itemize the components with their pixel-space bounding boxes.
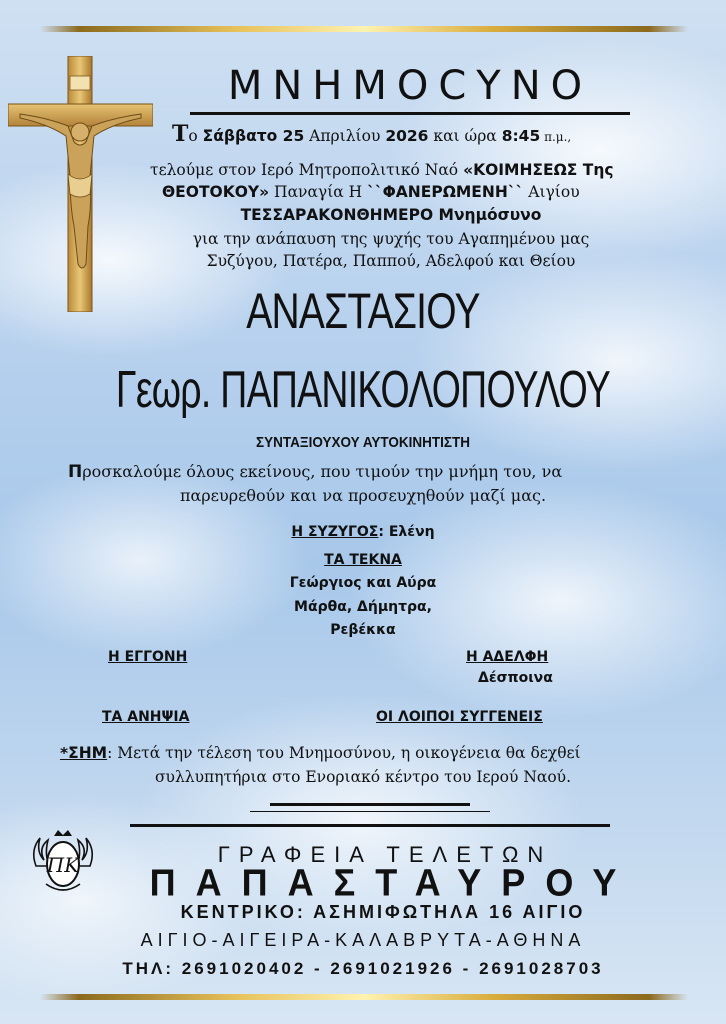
top-gold-divider <box>40 26 688 32</box>
intro-line-2: τελούμε στον Ιερό Μητροπολιτικό Ναό «ΚΟΙΜΗΣΕΩΣ Της <box>150 161 614 179</box>
church-epithet: ``ΦΑΝΕΡΩΜΕΝΗ`` <box>367 183 524 201</box>
intro-line-6: Συζύγου, Πατέρα, Παππού, Αδελφού και Θείου <box>206 252 576 270</box>
deceased-profession: ΣΥΝΤΑΞΙΟΥΧΟΥ ΑΥΤΟΚΙΝΗΤΙΣΤΗ <box>256 434 470 451</box>
sister-name: Δέσποινα <box>478 670 553 686</box>
spouse-label: Η ΣΥΖΥΓΟΣ <box>291 524 379 540</box>
logo-letters: ΠΚ <box>46 853 80 877</box>
note-prefix: *ΣΗΜ <box>60 744 108 762</box>
intro-year: 2026 <box>385 127 429 145</box>
page-title: ΜΝΗΜΟCΥΝΟ <box>190 62 630 115</box>
children-line-2: Μάρθα, Δήμητρα, <box>294 599 432 615</box>
intro-time: 8:45 <box>501 127 541 145</box>
footer-address: ΚΕΝΤΡΙΚΟ: ΑΣΗΜΙΦΩΤΗΛΑ 16 ΑΙΓΙΟ <box>180 902 586 922</box>
intro-dropcap: Τ <box>172 121 189 147</box>
bottom-gold-divider <box>40 994 688 1000</box>
footer-company-name: ΠΑΠΑΣΤΑΥΡΟΥ <box>149 860 637 904</box>
note-line-1: *ΣΗΜ: Μετά την τέλεση του Μνημοσύνου, η οικογένεια θα δεχθεί <box>60 744 581 762</box>
invitation-line-1: Προσκαλούμε όλους εκείνους, που τιμούν την μνήμη του, να <box>68 462 563 482</box>
deceased-first-name: ΑΝΑΣΤΑΣΙΟΥ <box>246 283 480 339</box>
spouse-name: : Ελένη <box>378 524 435 540</box>
nephews-label: ΤΑ ΑΝΗΨΙΑ <box>102 709 190 725</box>
divider-thin <box>250 811 490 812</box>
footer-funeral-homes: ΓΡΑΦΕΙΑ ΤΕΛΕΤΩΝ <box>217 842 553 867</box>
children-line-3: Ρεβέκκα <box>330 622 396 638</box>
memorial-type: ΤΕΣΣΑΡΑΚΟΝΘΗΜΕΡΟ Μνημόσυνο <box>240 206 542 224</box>
children-label: ΤΑ ΤΕΚΝΑ <box>324 552 402 568</box>
other-relatives-label: ΟΙ ΛΟΙΠΟΙ ΣΥΓΓΕΝΕΙΣ <box>376 709 543 725</box>
note-line-2: συλλυπητήρια στο Ενοριακό κέντρο του Ιερού Ναού. <box>154 768 572 786</box>
intro-line-5: για την ανάπαυση της ψυχής του Αγαπημένου μας <box>192 230 590 248</box>
spouse-line <box>0 521 726 540</box>
invitation-line-2: παρευρεθούν και να προσευχηθούν μαζί μας. <box>179 486 547 505</box>
crucifix-icon <box>8 56 153 312</box>
footer-phones: ΤΗΛ: 2691020402 - 2691021926 - 2691028703 <box>122 959 604 978</box>
church-name: «ΚΟΙΜΗΣΕΩΣ Της <box>463 161 614 179</box>
granddaughter-label: Η ΕΓΓΟΝΗ <box>108 649 188 665</box>
divider-long <box>130 824 610 827</box>
sister-label: Η ΑΔΕΛΦΗ <box>466 649 549 665</box>
footer-branches: ΑΙΓΙΟ-ΑΙΓΕΙΡΑ-ΚΑΛΑΒΡΥΤΑ-ΑΘΗΝΑ <box>140 930 586 950</box>
intro-line-1: Το Σάββατο 25 Απριλίου 2026 και ώρα 8:45 π.μ., <box>172 121 572 147</box>
deceased-surname: Γεωρ. ΠΑΠΑΝΙΚΟΛΟΠΟΥΛΟΥ <box>115 361 611 419</box>
intro-line-3: ΘΕΟΤΟΚΟΥ» Παναγία Η ``ΦΑΝΕΡΩΜΕΝΗ`` Αιγίου <box>162 183 580 201</box>
divider-short <box>270 803 470 806</box>
intro-day: Σάββατο 25 <box>202 127 305 145</box>
children-line-1: Γεώργιος και Αύρα <box>289 575 437 591</box>
